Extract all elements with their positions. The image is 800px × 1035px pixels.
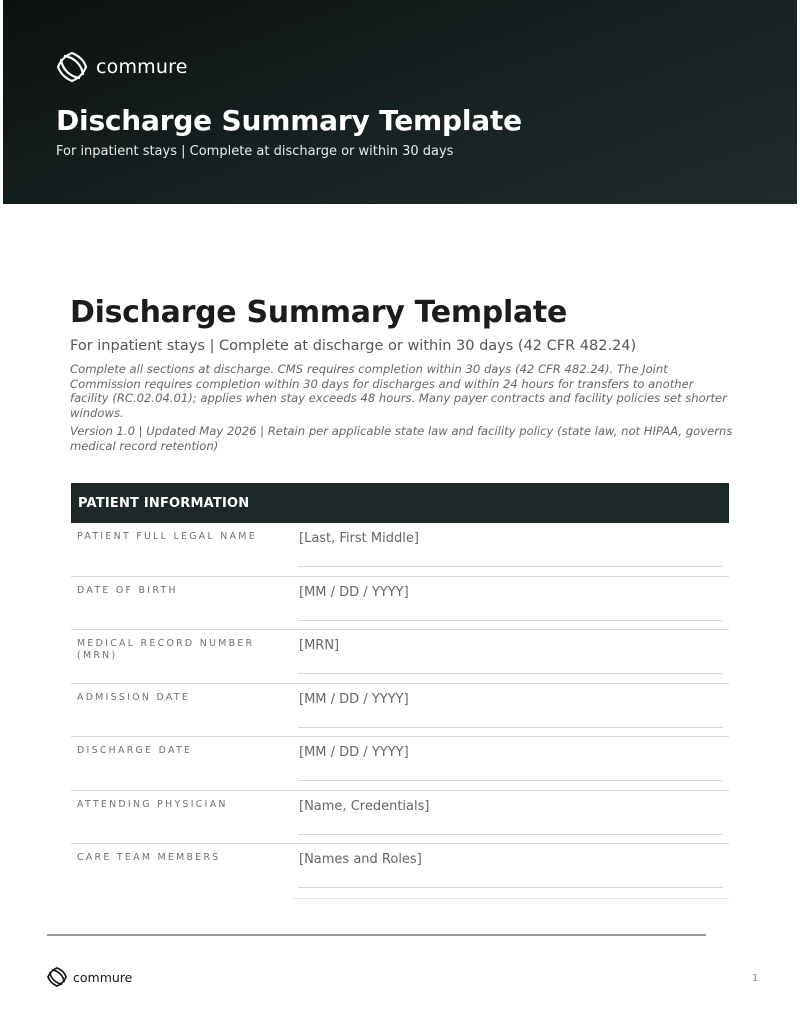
patient-name-field[interactable]: [Last, First Middle] [299,531,419,546]
field-underline [298,673,723,674]
footer-logo [46,966,132,988]
document-header-banner [3,0,797,204]
field-underline [298,566,723,567]
field-label: ATTENDING PHYSICIAN [77,798,228,810]
document-version-info: Version 1.0 | Updated May 2026 | Retain per applicable state law and facility policy (state law, not HIPAA, governs medical record retention) [70,424,733,453]
discharge-date-field[interactable]: [MM / DD / YYYY] [299,745,409,760]
care-team-field[interactable]: [Names and Roles] [299,852,422,867]
field-underline [298,620,723,621]
field-label: ADMISSION DATE [77,691,191,703]
attending-physician-field[interactable]: [Name, Credentials] [299,798,430,814]
field-underline [298,834,723,835]
brand-name: commure [96,56,188,78]
form-row-discharge-date [71,737,729,791]
page-number: 1 [752,973,759,984]
field-label: PATIENT FULL LEGAL NAME [77,531,257,542]
document-title: Discharge Summary Template [70,295,567,330]
field-underline [298,780,723,781]
document-instructions: Complete all sections at discharge. CMS requires completion within 30 days (42 CFR 482.24). The Joint Commission requires completion within 30 days for discharges and within 24 hours for transfers to another facility (RC.02.04.01); applies when stay exceeds 48 hours. Many payer contracts and facility policies set shorter windows. [70,362,727,420]
admission-date-field[interactable]: [MM / DD / YYYY] [299,691,409,707]
field-label: MEDICAL RECORD NUMBER (MRN) [77,638,255,661]
section-bottom-rule [293,898,729,899]
header-logo [55,50,188,84]
header-subtitle: For inpatient stays | Complete at discharge or within 30 days [56,144,454,159]
form-row-care-team [71,844,729,904]
commure-logo-icon [55,50,89,84]
field-label: CARE TEAM MEMBERS [77,852,221,863]
field-label: DATE OF BIRTH [77,584,178,596]
field-label: DISCHARGE DATE [77,745,193,756]
form-row-admission-date [71,684,729,738]
footer-brand-name: commure [73,969,133,985]
field-underline [298,727,723,728]
form-row-patient-name [71,523,729,577]
field-underline [298,887,723,888]
mrn-field[interactable]: [MRN] [299,638,340,653]
commure-logo-icon [46,966,68,988]
form-row-attending-physician [71,791,729,845]
patient-information-heading: PATIENT INFORMATION [71,483,729,523]
header-title: Discharge Summary Template [56,104,522,137]
form-row-date-of-birth [71,577,729,631]
patient-information-form [71,523,729,904]
document-subtitle: For inpatient stays | Complete at discharge or within 30 days (42 CFR 482.24) [70,338,637,354]
footer-divider [47,934,706,936]
form-row-mrn [71,630,729,684]
date-of-birth-field[interactable]: [MM / DD / YYYY] [299,584,409,600]
